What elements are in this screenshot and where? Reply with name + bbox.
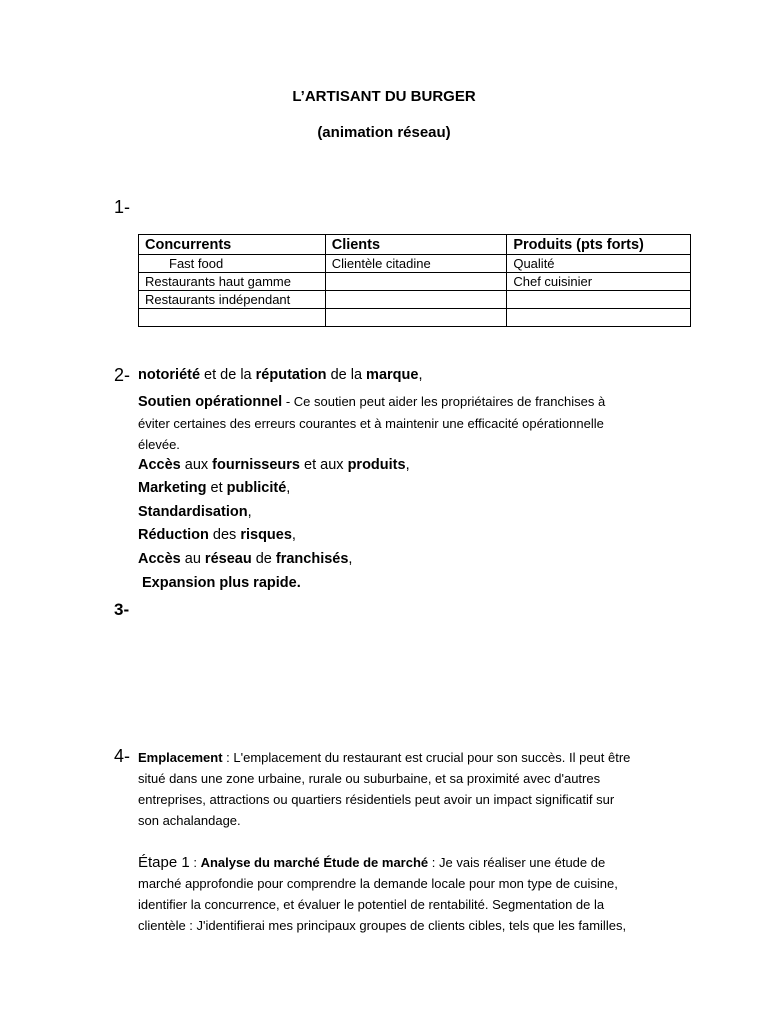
section-1-number: 1- [114,197,131,217]
table-row [139,273,691,291]
section-4-number: 4- [114,746,131,766]
table-header-cell: Clients [325,235,507,255]
emplacement-paragraph: Emplacement : L'emplacement du restaurant est crucial pour son succès. Il peut être situé dans une zone urbaine, rurale ou suburbaine, et sa proximité avec d'autres entreprises, attractions ou quartiers résidentiels peut avoir un impact significatif sur son achalandage. [138,750,631,828]
table-header-cell: Produits (pts forts) [507,235,691,255]
table-cell [325,273,507,291]
table-cell [325,291,507,309]
table-header-cell: Concurrents [139,235,326,255]
etape-1-paragraph: Étape 1 : Analyse du marché Étude de marché : Je vais réaliser une étude de marché approfondie pour comprendre la demande locale pour mon type de cuisine, identifier la concurrence, et évaluer le potentiel de rentabilité. Segmentation de la clientèle : J'identifierai mes principaux groupes de clients cibles, tels que les familles, [138,854,627,933]
benefit-acces-reseau: Accès au réseau de franchisés, [138,551,353,567]
table-cell [139,309,326,327]
table-cell: Clientèle citadine [325,255,507,273]
table-cell: Restaurants haut gamme [139,273,326,291]
benefit-expansion: Expansion plus rapide. [142,575,301,591]
table-row [139,291,691,309]
table-row [139,309,691,327]
table-cell: Restaurants indépendant [139,291,326,309]
table-cell [507,309,691,327]
table-cell [325,309,507,327]
table-cell: Chef cuisinier [507,273,691,291]
table-header-row [139,235,691,255]
table-cell: Fast food [139,255,326,273]
section-3-number: 3- [114,600,130,619]
table-cell [507,291,691,309]
document-title: L’ARTISANT DU BURGER [292,88,476,105]
benefit-standardisation: Standardisation, [138,504,252,520]
benefit-soutien: Soutien opérationnel - Ce soutien peut aider les propriétaires de franchises à éviter certaines des erreurs courantes et à maintenir une efficacité opérationnelle élevée. [138,394,606,452]
benefit-acces-fournisseurs: Accès aux fournisseurs et aux produits, [138,457,410,473]
benefit-notoriete: notoriété et de la réputation de la marque, [138,367,423,383]
section-2-number: 2- [114,365,131,385]
document-subtitle: (animation réseau) [317,124,451,141]
benefit-marketing: Marketing et publicité, [138,480,291,496]
benefit-reduction: Réduction des risques, [138,527,296,543]
table-cell: Qualité [507,255,691,273]
competitors-table [138,234,691,327]
table-row [139,255,691,273]
